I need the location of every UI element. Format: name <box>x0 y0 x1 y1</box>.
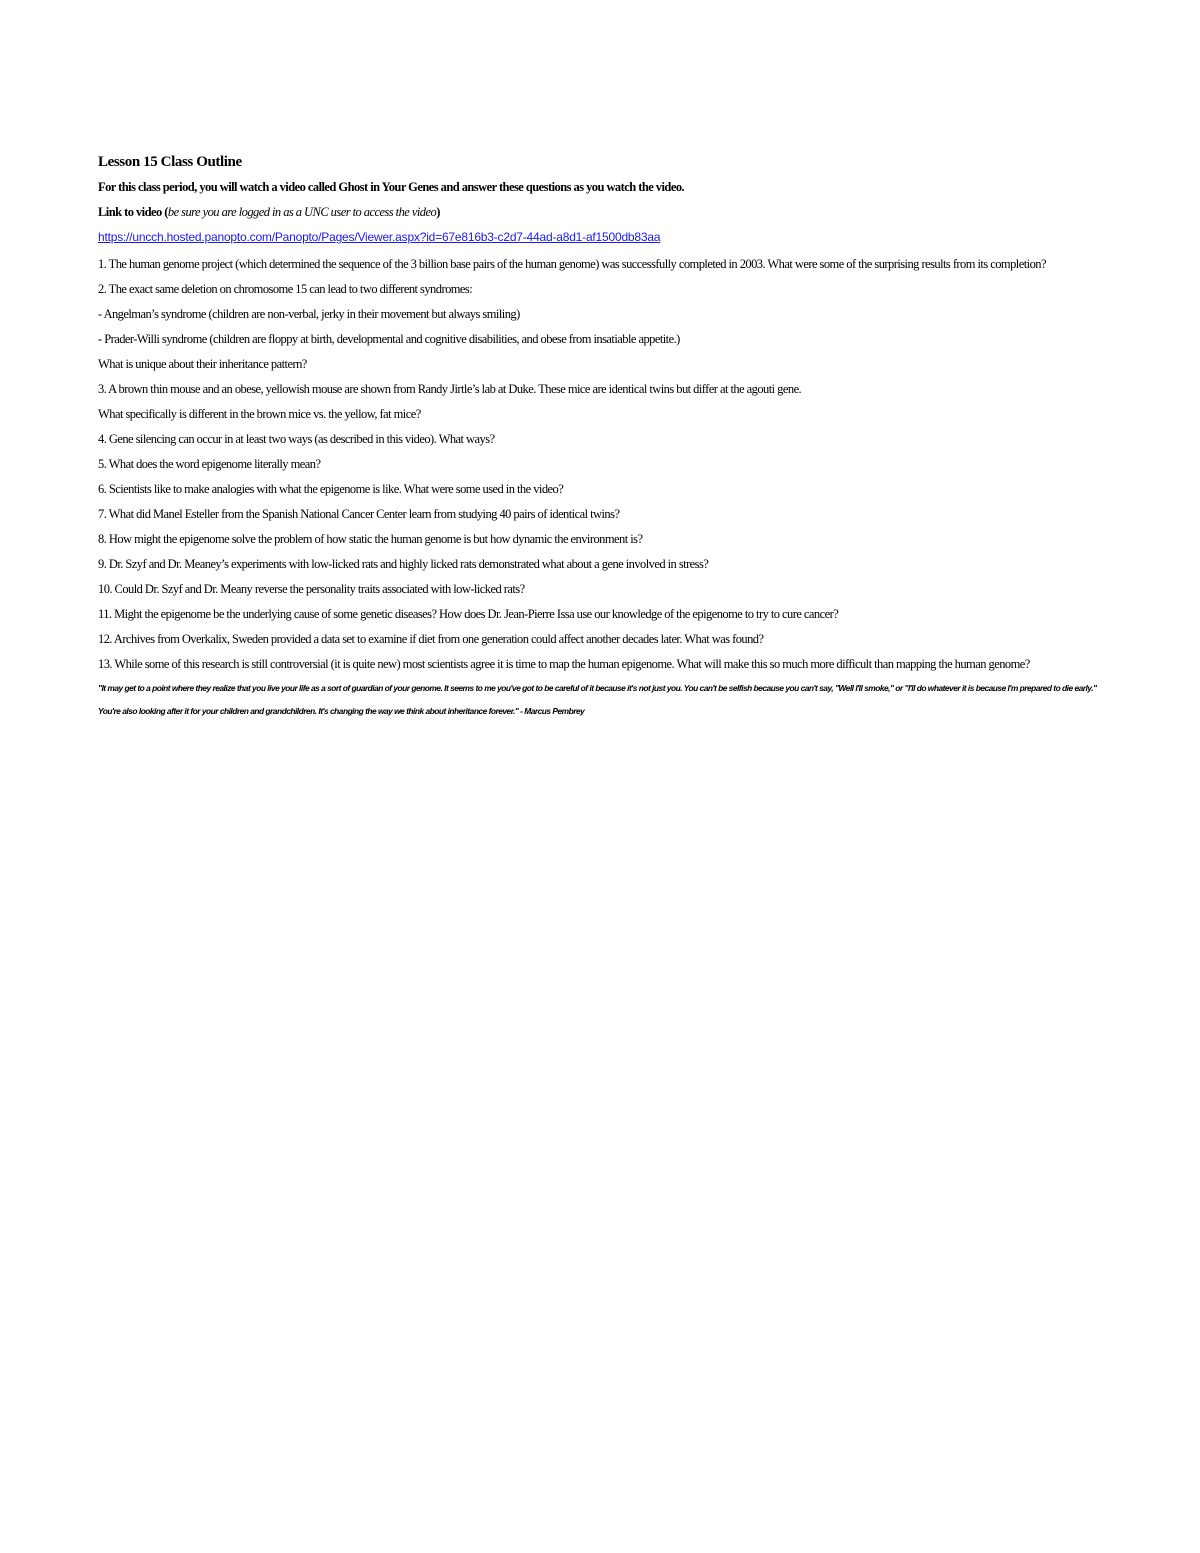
question-10: 10. Could Dr. Szyf and Dr. Meany reverse the personality traits associated with low-licked rats? <box>98 582 525 596</box>
closing-quote: "It may get to a point where they realize that you live your life as a sort of guardian of your genome. It seems to me you've got to be careful of it because it's not just you. You can't be selfish because you can't say, "Well I'll smoke," or "I'll do whatever it is because I'm prepared to die early." You're also looking after it for your children and grandchildren. It's changing the way we think about inheritance forever." - Marcus Pembrey <box>98 683 1097 716</box>
question-2: 2. The exact same deletion on chromosome 15 can lead to two different syndromes: <box>98 282 473 296</box>
question-3: 3. A brown thin mouse and an obese, yellowish mouse are shown from Randy Jirtle’s lab at Duke. These mice are identical twins but differ at the agouti gene. <box>98 382 802 396</box>
prader-willi-item: - Prader-Willi syndrome (children are floppy at birth, developmental and cognitive disabilities, and obese from insatiable appetite.) <box>98 332 680 346</box>
question-13: 13. While some of this research is still controversial (it is quite new) most scientists agree it is time to map the human epigenome. What will make this so much more difficult than mapping the human genome? <box>98 657 1030 671</box>
document-page <box>98 150 1098 723</box>
question-12: 12. Archives from Overkalix, Sweden provided a data set to examine if diet from one generation could affect another decades later. What was found? <box>98 632 764 646</box>
document-title: Lesson 15 Class Outline <box>98 154 242 170</box>
question-6: 6. Scientists like to make analogies with what the epigenome is like. What were some used in the video? <box>98 482 564 496</box>
link-close-text: ) <box>436 205 440 219</box>
video-link-label <box>98 200 1098 225</box>
question-7: 7. What did Manel Esteller from the Spanish National Cancer Center learn from studying 40 pairs of identical twins? <box>98 507 620 521</box>
question-9: 9. Dr. Szyf and Dr. Meaney’s experiments with low-licked rats and highly licked rats demonstrated what about a gene involved in stress? <box>98 557 709 571</box>
angelman-item: - Angelman’s syndrome (children are non-verbal, jerky in their movement but always smiling) <box>98 307 520 321</box>
question-8: 8. How might the epigenome solve the problem of how static the human genome is but how dynamic the environment is? <box>98 532 643 546</box>
question-11: 11. Might the epigenome be the underlying cause of some genetic diseases? How does Dr. Jean-Pierre Issa use our knowledge of the epigenome to try to cure cancer? <box>98 607 839 621</box>
intro-text: For this class period, you will watch a video called Ghost in Your Genes and answer these questions as you watch the video. <box>98 180 685 194</box>
video-link[interactable]: https://uncch.hosted.panopto.com/Panopto/Pages/Viewer.aspx?id=67e816b3-c2d7-44ad-a8d1-af1500db83aa <box>98 230 661 244</box>
link-note-text: be sure you are logged in as a UNC user to access the video <box>167 205 437 219</box>
question-5: 5. What does the word epigenome literally mean? <box>98 457 321 471</box>
question-3-followup: What specifically is different in the brown mice vs. the yellow, fat mice? <box>98 407 421 421</box>
link-label-text: Link to video ( <box>98 205 168 219</box>
question-list <box>98 252 1098 676</box>
question-2-followup: What is unique about their inheritance pattern? <box>98 357 307 371</box>
question-4: 4. Gene silencing can occur in at least two ways (as described in this video). What ways? <box>98 432 495 446</box>
question-1: 1. The human genome project (which determined the sequence of the 3 billion base pairs of the human genome) was successfully completed in 2003. What were some of the surprising results from its completion? <box>98 257 1046 271</box>
